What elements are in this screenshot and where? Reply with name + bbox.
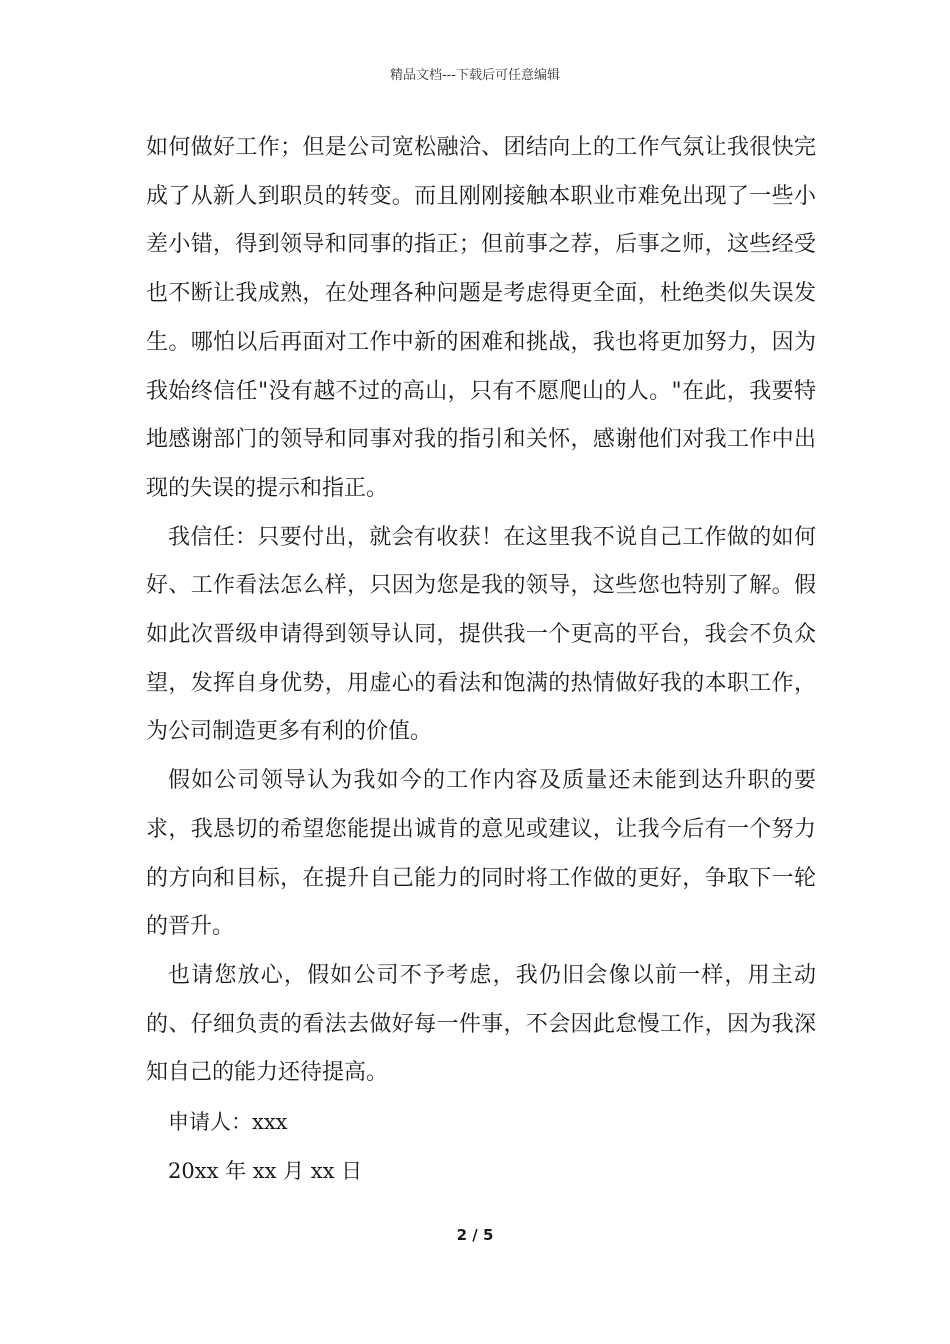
paragraph-4: 也请您放心，假如公司不予考虑，我仍旧会像以前一样，用主动的、仔细负责的看法去做好每一件事，不会因此怠慢工作，因为我深知自己的能力还待提高。: [146, 962, 816, 1086]
paragraph-1: 如何做好工作；但是公司宽松融洽、团结向上的工作气氛让我很快完成了从新人到职员的转变。而且刚刚接触本职业市难免出现了一些小差小错，得到领导和同事的指正；但前事之荐，后事之师，这些经受也不断让我成熟，在处理各种问题是考虑得更全面，杜绝类似失误发生。哪怕以后再面对工作中新的困难和挑战，我也将更加努力，因为我始终信任"没有越不过的高山，只有不愿爬山的人。"在此，我要特地感谢部门的领导和同事对我的指引和关怀，感谢他们对我工作中出现的失误的提示和指正。: [146, 135, 816, 501]
applicant-line: 申请人：xxx: [168, 1110, 288, 1135]
page-number: 2 / 5: [456, 1226, 494, 1244]
date-line: 20xx 年 xx 月 xx 日: [168, 1158, 363, 1183]
paragraph-2: 我信任：只要付出，就会有收获！在这里我不说自己工作做的如何好、工作看法怎么样，只因为您是我的领导，这些您也特别了解。假如此次晋级申请得到领导认同，提供我一个更高的平台，我会不负众望，发挥自身优势，用虚心的看法和饱满的热情做好我的本职工作，为公司制造更多有利的价值。: [146, 524, 816, 745]
paragraph-3: 假如公司领导认为我如今的工作内容及质量还未能到达升职的要求，我恳切的希望您能提出诚肯的意见或建议，让我今后有一个努力的方向和目标，在提升自己能力的同时将工作做的更好，争取下一轮的晋升。: [146, 768, 816, 940]
page-header: 精品文档---下载后可任意编辑: [389, 68, 561, 83]
document-body: [146, 124, 816, 1195]
